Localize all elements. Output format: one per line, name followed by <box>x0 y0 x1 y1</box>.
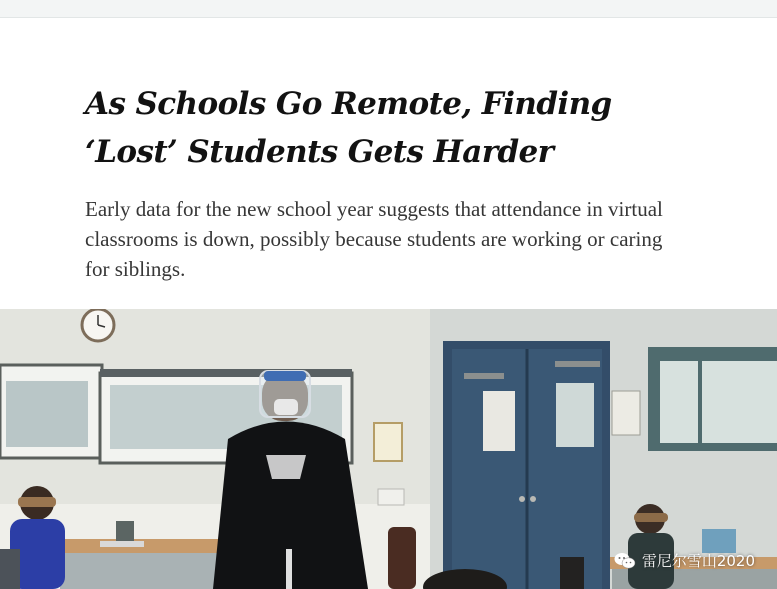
watermark <box>614 550 755 571</box>
article-photo <box>0 309 777 589</box>
watermark-text: 雷尼尔雪山2020 <box>641 552 755 570</box>
article-headline[interactable]: As Schools Go Remote, Finding ‘Lost’ Students Gets Harder <box>85 86 612 170</box>
article-header <box>85 80 705 284</box>
classroom-photo-illustration <box>0 309 777 589</box>
article-summary: Early data for the new school year suggests that attendance in virtual classrooms is down, possibly because students are working or caring for siblings. <box>85 197 663 281</box>
wechat-icon <box>614 552 636 570</box>
wall-clock-icon <box>82 309 114 341</box>
top-bar <box>0 0 777 18</box>
